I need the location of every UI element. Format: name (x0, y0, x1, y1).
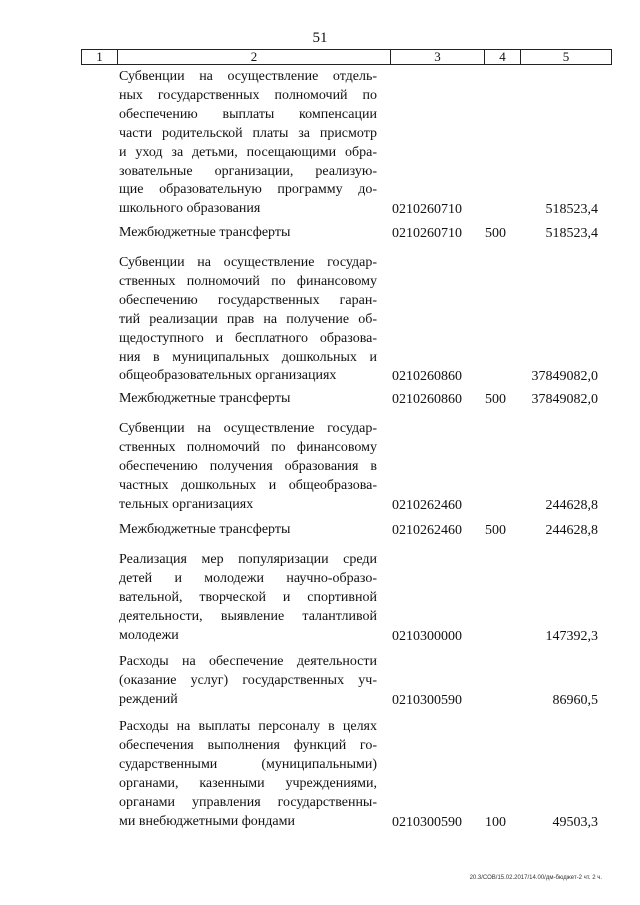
description-line: части родительской платы за присмотр (119, 125, 377, 141)
header-col-1: 1 (82, 50, 118, 65)
row-description (119, 718, 377, 831)
row-code: 0210300590 (392, 814, 462, 830)
row-amount: 518523,4 (545, 226, 598, 241)
description-line: сударственными (муниципальными) (119, 756, 377, 772)
row-description (119, 254, 377, 386)
row-description (119, 68, 377, 219)
row-code: 0210300000 (392, 628, 462, 644)
row-code: 0210260860 (392, 369, 462, 385)
description-line: ных государственных полномочий по (119, 87, 377, 103)
row-description (119, 224, 377, 243)
description-line: детей и молодежи научно-образо- (119, 570, 377, 586)
description-line: обеспечению государственных гаран- (119, 292, 377, 308)
header-col-3: 3 (391, 50, 485, 65)
description-line: Расходы на обеспечение деятельности (119, 654, 377, 669)
description-line: молодежи (119, 627, 179, 643)
description-line: обеспечения выполнения функций го- (119, 737, 377, 753)
description-line: частных дошкольных и общеобразова- (119, 477, 377, 493)
row-code: 0210300590 (392, 692, 462, 708)
row-amount: 244628,8 (545, 523, 598, 538)
description-line: обеспечению выплаты компенсации (119, 106, 377, 122)
description-line: щедоступного и бесплатного образова- (119, 330, 377, 346)
description-line: Межбюджетные трансферты (119, 391, 291, 406)
row-expense-type: 100 (485, 814, 506, 830)
row-amount: 49503,3 (552, 814, 598, 830)
row-amount: 37849082,0 (531, 392, 598, 407)
page-number: 51 (312, 30, 328, 46)
description-line: органами управления государственны- (119, 794, 377, 810)
row-description (119, 551, 377, 646)
description-line: деятельности, выявление талантливой (119, 608, 377, 624)
row-amount: 244628,8 (545, 497, 598, 513)
row-amount: 37849082,0 (531, 369, 598, 385)
row-description (119, 420, 377, 515)
description-line: тий реализации прав на получение об- (119, 311, 377, 327)
description-line: Субвенции на осуществление государ- (119, 255, 377, 270)
row-expense-type: 500 (485, 523, 506, 538)
description-line: ния в муниципальных дошкольных и (119, 349, 377, 365)
description-line: Субвенции на осуществление отдель- (119, 69, 377, 84)
row-description (119, 390, 377, 409)
description-line: тельных организациях (119, 496, 254, 512)
footer-reference: 20.3/СОВ/15.02.2017/14.00/дм-бюджет-2 чт. 2 ч. (469, 875, 602, 881)
header-col-4: 4 (485, 50, 521, 65)
description-line: Расходы на выплаты персоналу в целях (119, 719, 377, 734)
description-line: (оказание услуг) государственных уч- (119, 672, 377, 688)
description-line: ственных полномочий по финансовому (119, 273, 377, 289)
row-amount: 86960,5 (552, 692, 598, 708)
row-expense-type: 500 (485, 226, 506, 241)
row-code: 0210262460 (392, 497, 462, 513)
description-line: ственных полномочий по финансовому (119, 439, 377, 455)
header-col-2: 2 (118, 50, 391, 65)
row-description (119, 521, 377, 540)
description-line: и уход за детьми, посещающими обра- (119, 144, 377, 160)
row-amount: 147392,3 (545, 628, 598, 644)
description-line: органами, казенными учреждениями, (119, 775, 377, 791)
description-line: Субвенции на осуществление государ- (119, 421, 377, 436)
header-col-5: 5 (521, 50, 612, 65)
row-description (119, 653, 377, 710)
row-amount: 518523,4 (545, 202, 598, 218)
row-code: 0210260860 (392, 392, 462, 407)
description-line: Реализация мер популяризации среди (119, 552, 377, 567)
row-code: 0210260710 (392, 226, 462, 241)
description-line: реждений (119, 691, 178, 707)
description-line: обеспечению получения образования в (119, 458, 377, 474)
row-code: 0210262460 (392, 523, 462, 538)
description-line: щие образовательную программу до- (119, 182, 377, 198)
description-line: Межбюджетные трансферты (119, 522, 291, 537)
description-line: общеобразовательных организациях (119, 368, 337, 384)
row-code: 0210260710 (392, 202, 462, 218)
description-line: зовательные организации, реализую- (119, 163, 377, 179)
row-expense-type: 500 (485, 392, 506, 407)
description-line: школьного образования (119, 201, 261, 217)
description-line: ми внебюджетными фондами (119, 813, 295, 829)
description-line: Межбюджетные трансферты (119, 225, 291, 240)
description-line: вательной, творческой и спортивной (119, 589, 377, 605)
